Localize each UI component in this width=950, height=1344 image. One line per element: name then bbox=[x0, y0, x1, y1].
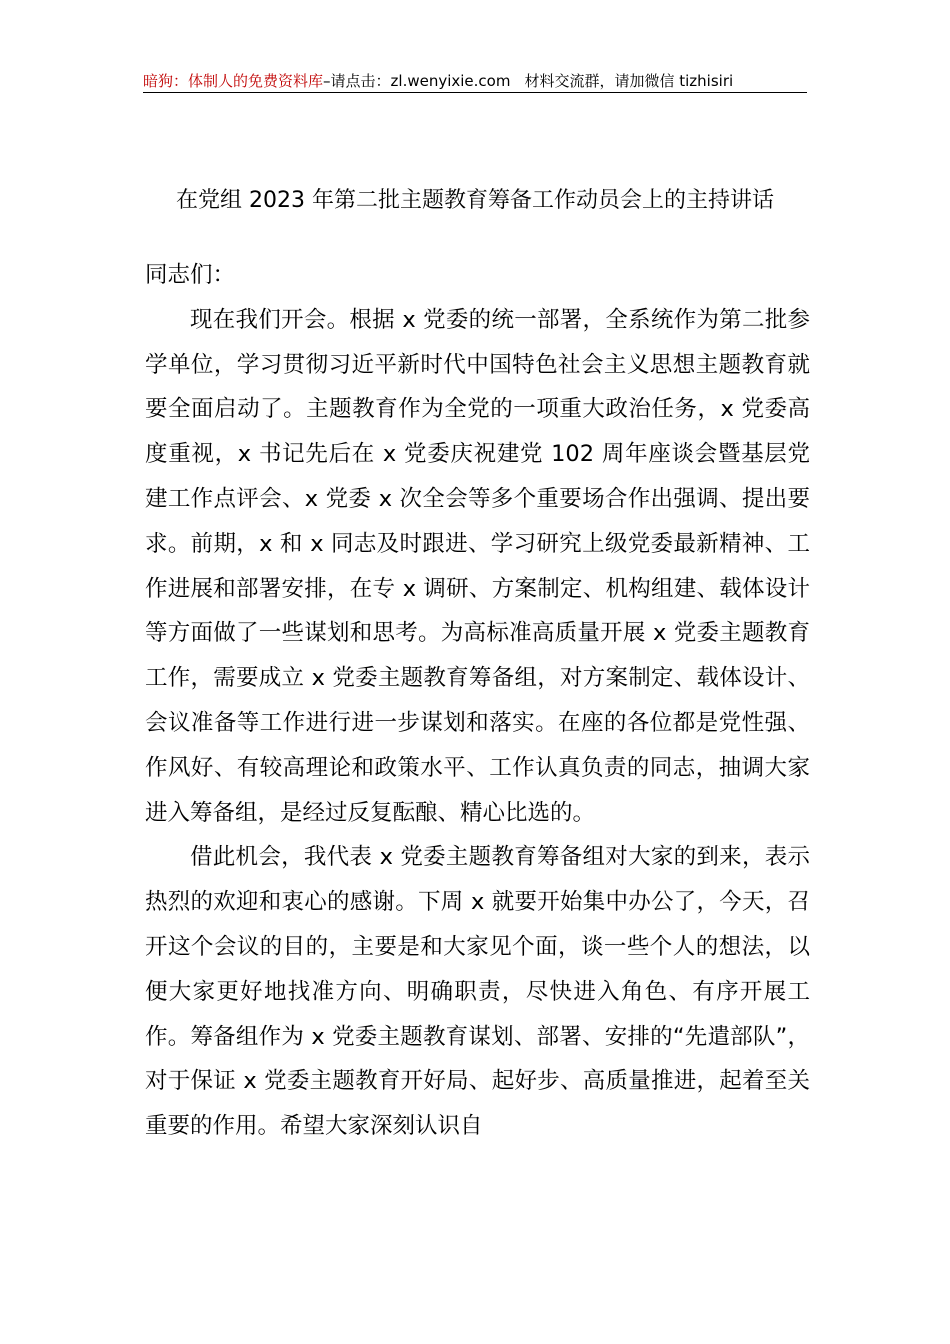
header-click-prompt: –请点击： bbox=[323, 72, 391, 90]
header-library-label: 暗狗：体制人的免费资料库 bbox=[143, 72, 324, 90]
header-link[interactable]: zl.wenyixie.com bbox=[390, 72, 511, 90]
page-header bbox=[143, 70, 807, 93]
document-body bbox=[145, 253, 810, 1149]
paragraph-1: 现在我们开会。根据 x 党委的统一部署，全系统作为第二批参学单位，学习贯彻习近平新时代中国特色社会主义思想主题教育就要全面启动了。主题教育作为全党的一项重大政治任务，x 党委高度重视，x 书记先后在 x 党委庆祝建党 102 周年座谈会暨基层党建工作点评会、x 党委 x 次全会等多个重要场合作出强调、提出要求。前期，x 和 x 同志及时跟进、学习研究上级党委最新精神、工作进展和部署安排，在专 x 调研、方案制定、机构组建、载体设计等方面做了一些谋划和思考。为高标准高质量开展 x 党委主题教育工作，需要成立 x 党委主题教育筹备组，对方案制定、载体设计、会议准备等工作进行进一步谋划和落实。在座的各位都是党性强、作风好、有较高理论和政策水平、工作认真负责的同志，抽调大家进入筹备组，是经过反复酝酿、精心比选的。 bbox=[145, 306, 810, 826]
salutation: 同志们： bbox=[145, 262, 236, 288]
document-title: 在党组 2023 年第二批主题教育筹备工作动员会上的主持讲话 bbox=[176, 188, 774, 213]
header-wechat-note: 材料交流群，请加微信 tizhisiri bbox=[524, 72, 734, 90]
paragraph-2: 借此机会，我代表 x 党委主题教育筹备组对大家的到来，表示热烈的欢迎和衷心的感谢。下周 x 就要开始集中办公了，今天，召开这个会议的目的，主要是和大家见个面，谈一些个人的想法，以便大家更好地找准方向、明确职责，尽快进入角色、有序开展工作。筹备组作为 x 党委主题教育谋划、部署、安排的“先遣部队”，对于保证 x 党委主题教育开好局、起好步、高质量推进，起着至关重要的作用。希望大家深刻认识自 bbox=[145, 844, 810, 1140]
